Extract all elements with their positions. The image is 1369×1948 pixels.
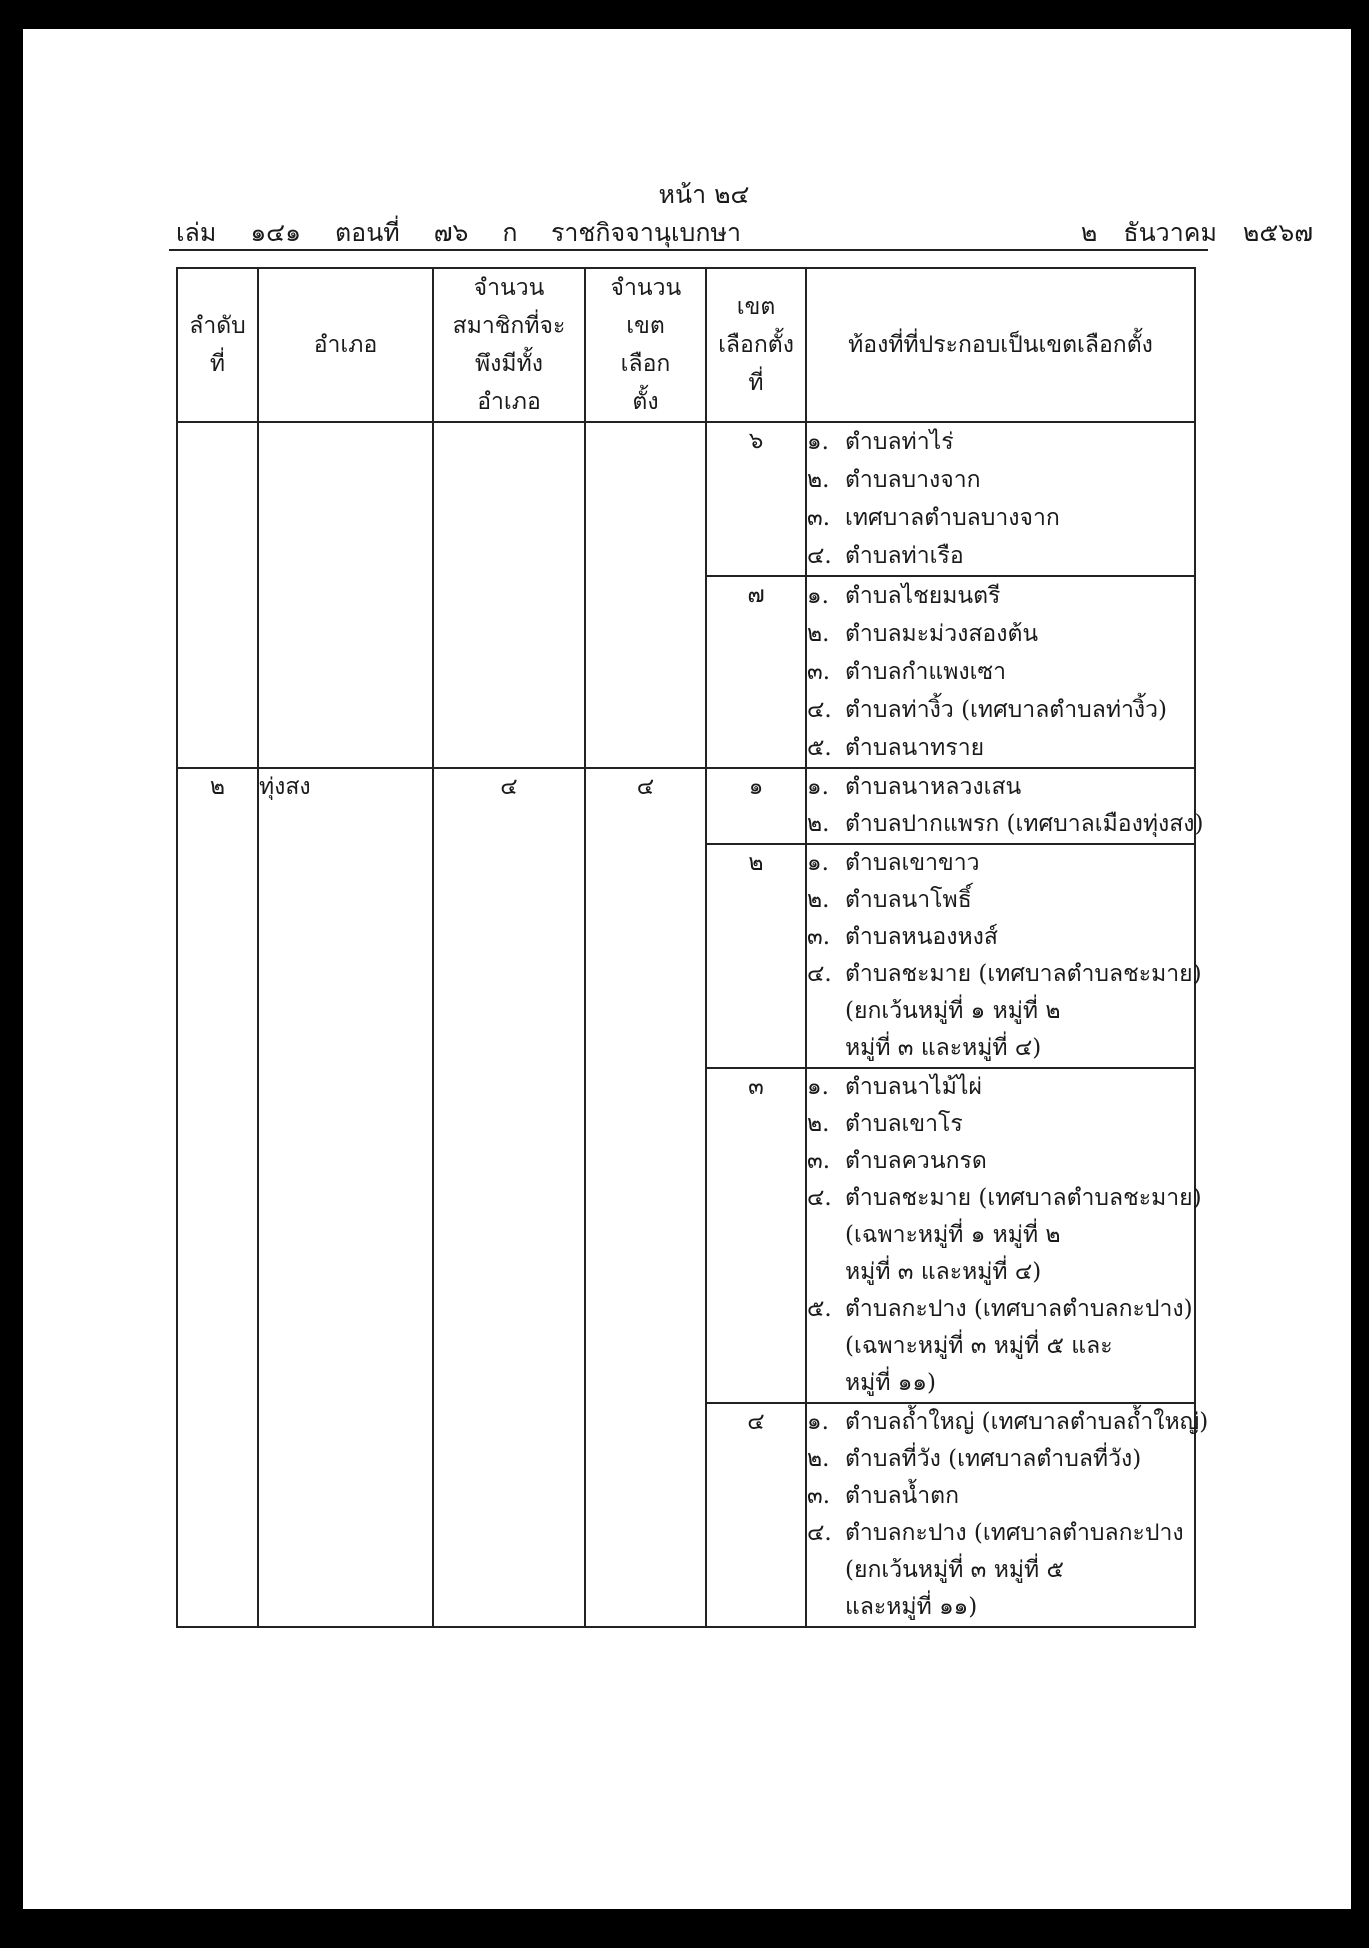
header-order: ลำดับที่ bbox=[177, 268, 258, 422]
area-item-text: ตำบลชะมาย (เทศบาลตำบลชะมาย) bbox=[845, 1185, 1202, 1211]
area-item-text: ตำบลไชยมนตรี bbox=[845, 583, 1001, 609]
area-item-number: ๒. bbox=[807, 621, 830, 647]
area-item-text: เทศบาลตำบลบางจาก bbox=[845, 505, 1060, 531]
area-item-text: หมู่ที่ ๑๑) bbox=[845, 1370, 936, 1396]
area-item bbox=[807, 1328, 1194, 1365]
zone-number-cell: ๔ bbox=[706, 1403, 806, 1627]
area-item-text: (เฉพาะหมู่ที่ ๓ หมู่ที่ ๕ และ bbox=[845, 1333, 1113, 1359]
district-cell: ทุ่งสง bbox=[258, 768, 433, 1627]
zone-number-cell: ๗ bbox=[706, 576, 806, 768]
area-item bbox=[807, 653, 1194, 691]
members-cell bbox=[433, 422, 585, 768]
area-item-number: ๑. bbox=[807, 1409, 829, 1435]
area-item-text: ตำบลถ้ำใหญ่ (เทศบาลตำบลถ้ำใหญ่) bbox=[845, 1409, 1209, 1435]
area-item bbox=[807, 1030, 1194, 1067]
area-item bbox=[807, 1441, 1194, 1478]
area-item-number: ๓. bbox=[807, 924, 831, 950]
area-item-number: ๕. bbox=[807, 735, 832, 761]
volume-label: เล่ม bbox=[176, 218, 217, 247]
area-item-number: ๑. bbox=[807, 583, 829, 609]
area-item-number: ๓. bbox=[807, 1483, 831, 1509]
area-item-number: ๑. bbox=[807, 429, 829, 455]
publication-date bbox=[973, 213, 1313, 253]
area-item bbox=[807, 1404, 1209, 1441]
area-item bbox=[807, 1106, 1194, 1143]
header-district: อำเภอ bbox=[258, 268, 433, 422]
volume-info bbox=[176, 213, 543, 253]
area-item bbox=[807, 1217, 1194, 1254]
header-rule bbox=[169, 249, 1208, 251]
area-item-text: ตำบลนาทราย bbox=[845, 735, 985, 761]
order-cell: ๒ bbox=[177, 768, 258, 1627]
area-item-number: ๒. bbox=[807, 1111, 830, 1137]
area-item-number: ๑. bbox=[807, 774, 829, 800]
zone-areas-cell bbox=[806, 844, 1202, 1068]
members-cell: ๔ bbox=[433, 768, 585, 1627]
area-item-text: ตำบลที่วัง (เทศบาลตำบลที่วัง) bbox=[845, 1446, 1142, 1472]
volume-number: ๑๔๑ bbox=[250, 218, 301, 247]
area-item bbox=[807, 993, 1194, 1030]
area-item-number: ๒. bbox=[807, 1446, 830, 1472]
area-item bbox=[807, 577, 1194, 615]
area-item-text: ตำบลท่าไร่ bbox=[845, 429, 954, 455]
area-item-number: ๔. bbox=[807, 961, 832, 987]
section-number: ๗๖ bbox=[433, 218, 469, 247]
table-row bbox=[177, 768, 1195, 844]
area-item bbox=[807, 1143, 1194, 1180]
table-row bbox=[177, 422, 1195, 576]
area-item-number: ๔. bbox=[807, 1520, 832, 1546]
area-item bbox=[807, 956, 1202, 993]
header-zone-number: เขตเลือกตั้งที่ bbox=[706, 268, 806, 422]
area-item-text: ตำบลบางจาก bbox=[845, 467, 981, 493]
section-label: ตอนที่ bbox=[334, 218, 400, 247]
date-month: ธันวาคม bbox=[1123, 218, 1217, 247]
area-item-text: ตำบลนาโพธิ์ bbox=[845, 887, 972, 913]
area-item bbox=[807, 615, 1194, 653]
area-item bbox=[807, 806, 1204, 843]
area-item bbox=[807, 1515, 1194, 1552]
area-item-number: ๕. bbox=[807, 1296, 832, 1322]
area-item bbox=[807, 1552, 1194, 1589]
zone-areas-cell bbox=[806, 1068, 1202, 1403]
area-item-number: ๑. bbox=[807, 850, 829, 876]
order-cell bbox=[177, 422, 258, 768]
area-item bbox=[807, 919, 1194, 956]
zone-number-cell: ๒ bbox=[706, 844, 806, 1068]
area-item-text: ตำบลน้ำตก bbox=[845, 1483, 960, 1509]
area-item bbox=[807, 1365, 1194, 1402]
area-item-number: ๔. bbox=[807, 697, 832, 723]
area-item bbox=[807, 729, 1194, 767]
area-item-number: ๓. bbox=[807, 1148, 831, 1174]
area-item-text: (เฉพาะหมู่ที่ ๑ หมู่ที่ ๒ bbox=[845, 1222, 1061, 1248]
area-item-text: ตำบลกะปาง (เทศบาลตำบลกะปาง bbox=[845, 1520, 1184, 1546]
header-members: จำนวนสมาชิกที่จะพึงมีทั้งอำเภอ bbox=[433, 268, 585, 422]
area-item bbox=[807, 1180, 1202, 1217]
zones-count-cell bbox=[585, 422, 706, 768]
area-item-text: ตำบลควนกรด bbox=[845, 1148, 987, 1174]
area-item-text: ตำบลชะมาย (เทศบาลตำบลชะมาย) bbox=[845, 961, 1202, 987]
area-item bbox=[807, 1291, 1194, 1328]
header-zones-count: จำนวนเขตเลือกตั้ง bbox=[585, 268, 706, 422]
header-areas: ท้องที่ที่ประกอบเป็นเขตเลือกตั้ง bbox=[806, 268, 1195, 422]
area-item-number: ๒. bbox=[807, 467, 830, 493]
area-item-number: ๒. bbox=[807, 811, 830, 837]
election-zone-table bbox=[176, 267, 1209, 1628]
area-item-text: ตำบลกำแพงเซา bbox=[845, 659, 1006, 685]
area-item-number: ๓. bbox=[807, 505, 831, 531]
area-item bbox=[807, 423, 1194, 461]
area-item bbox=[807, 1069, 1194, 1106]
publication-title: ราชกิจจานุเบกษา bbox=[550, 218, 742, 247]
area-item-text: ตำบลท่าเรือ bbox=[845, 543, 964, 569]
area-item-text: ตำบลกะปาง (เทศบาลตำบลกะปาง) bbox=[845, 1296, 1193, 1322]
zone-number-cell: ๑ bbox=[706, 768, 806, 844]
zones-count-cell: ๔ bbox=[585, 768, 706, 1627]
area-item bbox=[807, 1254, 1194, 1291]
area-item bbox=[807, 1589, 1194, 1626]
date-day: ๒ bbox=[1080, 218, 1098, 247]
zone-areas-cell bbox=[806, 422, 1195, 576]
area-item bbox=[807, 1478, 1194, 1515]
area-item bbox=[807, 769, 1194, 806]
area-item-text: ตำบลหนองหงส์ bbox=[845, 924, 998, 950]
area-item-number: ๔. bbox=[807, 543, 832, 569]
area-item bbox=[807, 537, 1194, 575]
area-item bbox=[807, 461, 1194, 499]
area-item bbox=[807, 882, 1194, 919]
area-item-text: (ยกเว้นหมู่ที่ ๓ หมู่ที่ ๕ bbox=[845, 1557, 1064, 1583]
area-item-number: ๓. bbox=[807, 659, 831, 685]
zone-number-cell: ๖ bbox=[706, 422, 806, 576]
area-item-text: ตำบลนาหลวงเสน bbox=[845, 774, 1022, 800]
page-number: หน้า ๒๔ bbox=[658, 180, 750, 209]
area-item bbox=[807, 499, 1194, 537]
area-item-number: ๔. bbox=[807, 1185, 832, 1211]
area-item-text: หมู่ที่ ๓ และหมู่ที่ ๔) bbox=[845, 1035, 1042, 1061]
area-item-text: ตำบลเขาโร bbox=[845, 1111, 963, 1137]
area-item-text: ตำบลท่างิ้ว (เทศบาลตำบลท่างิ้ว) bbox=[845, 697, 1168, 723]
area-item-text: หมู่ที่ ๓ และหมู่ที่ ๔) bbox=[845, 1259, 1042, 1285]
zone-areas-cell bbox=[806, 768, 1204, 844]
area-item-text: ตำบลนาไม้ไผ่ bbox=[845, 1074, 982, 1100]
section-letter: ก bbox=[502, 218, 518, 247]
area-item bbox=[807, 845, 1194, 882]
table-header-row bbox=[177, 268, 1195, 422]
area-item-number: ๑. bbox=[807, 1074, 829, 1100]
area-item-number: ๒. bbox=[807, 887, 830, 913]
area-item-text: และหมู่ที่ ๑๑) bbox=[845, 1594, 978, 1620]
area-item-text: (ยกเว้นหมู่ที่ ๑ หมู่ที่ ๒ bbox=[845, 998, 1061, 1024]
area-item-text: ตำบลเขาขาว bbox=[845, 850, 980, 876]
area-item-text: ตำบลปากแพรก (เทศบาลเมืองทุ่งสง) bbox=[845, 811, 1204, 837]
zone-areas-cell bbox=[806, 576, 1195, 768]
district-cell bbox=[258, 422, 433, 768]
zone-number-cell: ๓ bbox=[706, 1068, 806, 1403]
date-year: ๒๕๖๗ bbox=[1242, 218, 1313, 247]
area-item bbox=[807, 691, 1194, 729]
area-item-text: ตำบลมะม่วงสองต้น bbox=[845, 621, 1039, 647]
zone-areas-cell bbox=[806, 1403, 1209, 1627]
gazette-page bbox=[23, 29, 1351, 1909]
